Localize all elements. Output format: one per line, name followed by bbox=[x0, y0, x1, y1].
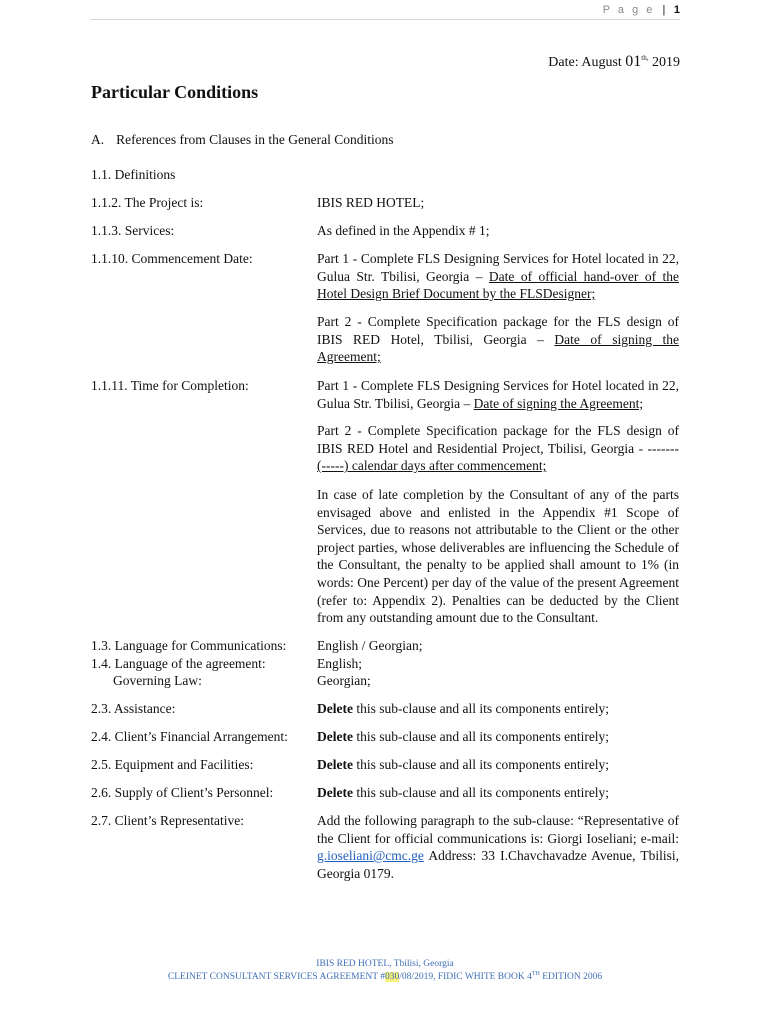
project-label: 1.1.2. The Project is: bbox=[91, 195, 204, 210]
personnel-rest: this sub-clause and all its components entirely; bbox=[352, 785, 610, 800]
personnel-label: 2.6. Supply of Client’s Personnel: bbox=[91, 785, 274, 800]
personnel-value bbox=[317, 784, 679, 802]
completion-part-2 bbox=[317, 422, 679, 475]
page-word: P a g e bbox=[602, 4, 655, 16]
date-prefix: Date: August bbox=[548, 55, 626, 70]
assistance-label: 2.3. Assistance: bbox=[91, 701, 176, 716]
language-communications-value: English / Georgian; bbox=[317, 638, 423, 653]
governing-law-value: Georgian; bbox=[317, 673, 371, 689]
definitions-heading: 1.1. Definitions bbox=[91, 167, 176, 182]
representative-text-1: Add the following paragraph to the sub-clause: “Representative of the Client for official communications is: Giorgi Ioseliani; e-mail: bbox=[317, 813, 679, 846]
assistance-delete: Delete bbox=[317, 701, 353, 716]
representative-value bbox=[317, 812, 679, 882]
services-label: 1.1.3. Services: bbox=[91, 223, 175, 238]
commencement-part-2-text: Part 2 - Complete Specification package for the FLS design of IBIS RED Hotel, Tbilisi, Georgia – bbox=[317, 314, 679, 347]
section-a-marker: A. bbox=[91, 132, 105, 147]
governing-law-label: Governing Law: bbox=[113, 673, 202, 689]
language-agreement-value: English; bbox=[317, 655, 363, 671]
footer-agreement-mid: /08/2019, FIDIC WHITE BOOK 4 bbox=[399, 972, 532, 982]
completion-part-2-days: (-----) calendar days after commencement; bbox=[317, 458, 547, 474]
financial-value bbox=[317, 728, 679, 746]
language-labels bbox=[91, 637, 311, 690]
penalty-paragraph: In case of late completion by the Consultant of any of the parts envisaged above and enlisted in the Appendix #1 Scope of Services, due to reasons not attributable to the Client or the other project parties, whose deliverables are influencing the Schedule of the Consultant, the penalty to be applied shall amount to 1% (in words: One Percent) per day of the value of the present Agreement (refer to: Appendix 2). Penalties can be deducted by the Client from any outstanding amount due to the Consultant. bbox=[317, 487, 679, 626]
financial-label: 2.4. Client’s Financial Arrangement: bbox=[91, 729, 288, 744]
footer-line-1: IBIS RED HOTEL, Tbilisi, Georgia bbox=[316, 959, 454, 969]
project-value: IBIS RED HOTEL; bbox=[317, 195, 425, 210]
section-a-heading bbox=[91, 131, 394, 149]
footer-line-2 bbox=[0, 971, 770, 982]
personnel-delete: Delete bbox=[317, 785, 353, 800]
assistance-rest: this sub-clause and all its components entirely; bbox=[352, 701, 610, 716]
equipment-delete: Delete bbox=[317, 757, 353, 772]
representative-label: 2.7. Client’s Representative: bbox=[91, 813, 244, 828]
page-title: Particular Conditions bbox=[91, 82, 259, 102]
page-number-label bbox=[603, 4, 680, 16]
footer-agreement-suffix: EDITION 2006 bbox=[539, 972, 603, 982]
commencement-part-2 bbox=[317, 313, 679, 366]
language-communications-label: 1.3. Language for Communications: bbox=[91, 638, 287, 653]
equipment-label: 2.5. Equipment and Facilities: bbox=[91, 757, 254, 772]
financial-delete: Delete bbox=[317, 729, 353, 744]
completion-part-1-date: Date of signing the Agreement; bbox=[473, 395, 644, 411]
footer-edition-sup: TH bbox=[531, 971, 540, 977]
equipment-rest: this sub-clause and all its components entirely; bbox=[352, 757, 610, 772]
commencement-label: 1.1.10. Commencement Date: bbox=[91, 251, 253, 266]
footer-agreement-prefix: CLEINET CONSULTANT SERVICES AGREEMENT # bbox=[167, 972, 386, 982]
services-value: As defined in the Appendix # 1; bbox=[317, 223, 490, 238]
footer-agreement-number: 030 bbox=[385, 972, 400, 982]
equipment-value bbox=[317, 756, 679, 774]
date-day: 01 bbox=[625, 53, 642, 70]
date-suffix: th, bbox=[641, 54, 649, 62]
page-header bbox=[90, 0, 680, 20]
section-a-text: References from Clauses in the General Conditions bbox=[116, 132, 394, 147]
page-number: 1 bbox=[673, 4, 680, 16]
commencement-part-1-date: Date of official hand-over of the Hotel Design Brief Document by the FLSDesigner; bbox=[317, 268, 679, 302]
assistance-value bbox=[317, 700, 679, 718]
completion-part-1 bbox=[317, 377, 679, 412]
document-date bbox=[548, 53, 680, 71]
commencement-part-2-date: Date of signing the Agreement; bbox=[317, 331, 679, 365]
language-values bbox=[317, 637, 679, 690]
page-separator: | bbox=[662, 4, 666, 16]
commencement-part-1 bbox=[317, 250, 679, 303]
date-year: 2019 bbox=[648, 55, 680, 70]
financial-rest: this sub-clause and all its components entirely; bbox=[352, 729, 610, 744]
representative-text-2: Address: 33 I.Chavchavadze Avenue, Tbilisi, Georgia 0179. bbox=[317, 848, 679, 881]
completion-label: 1.1.11. Time for Completion: bbox=[91, 378, 249, 393]
completion-part-2-text: Part 2 - Complete Specification package for the FLS design of IBIS RED Hotel and Residential Project, Tbilisi, Georgia - ------- bbox=[317, 423, 679, 456]
commencement-part-1-text: Part 1 - Complete FLS Designing Services for Hotel located in 22, Gulua Str. Tbilisi, Georgia – bbox=[317, 251, 679, 284]
completion-part-1-text: Part 1 - Complete FLS Designing Services for Hotel located in 22, Gulua Str. Tbilisi, Georgia – bbox=[317, 378, 679, 411]
representative-email-link[interactable]: g.ioseliani@cmc.ge bbox=[317, 848, 424, 864]
language-agreement-label: 1.4. Language of the agreement: bbox=[91, 655, 266, 671]
